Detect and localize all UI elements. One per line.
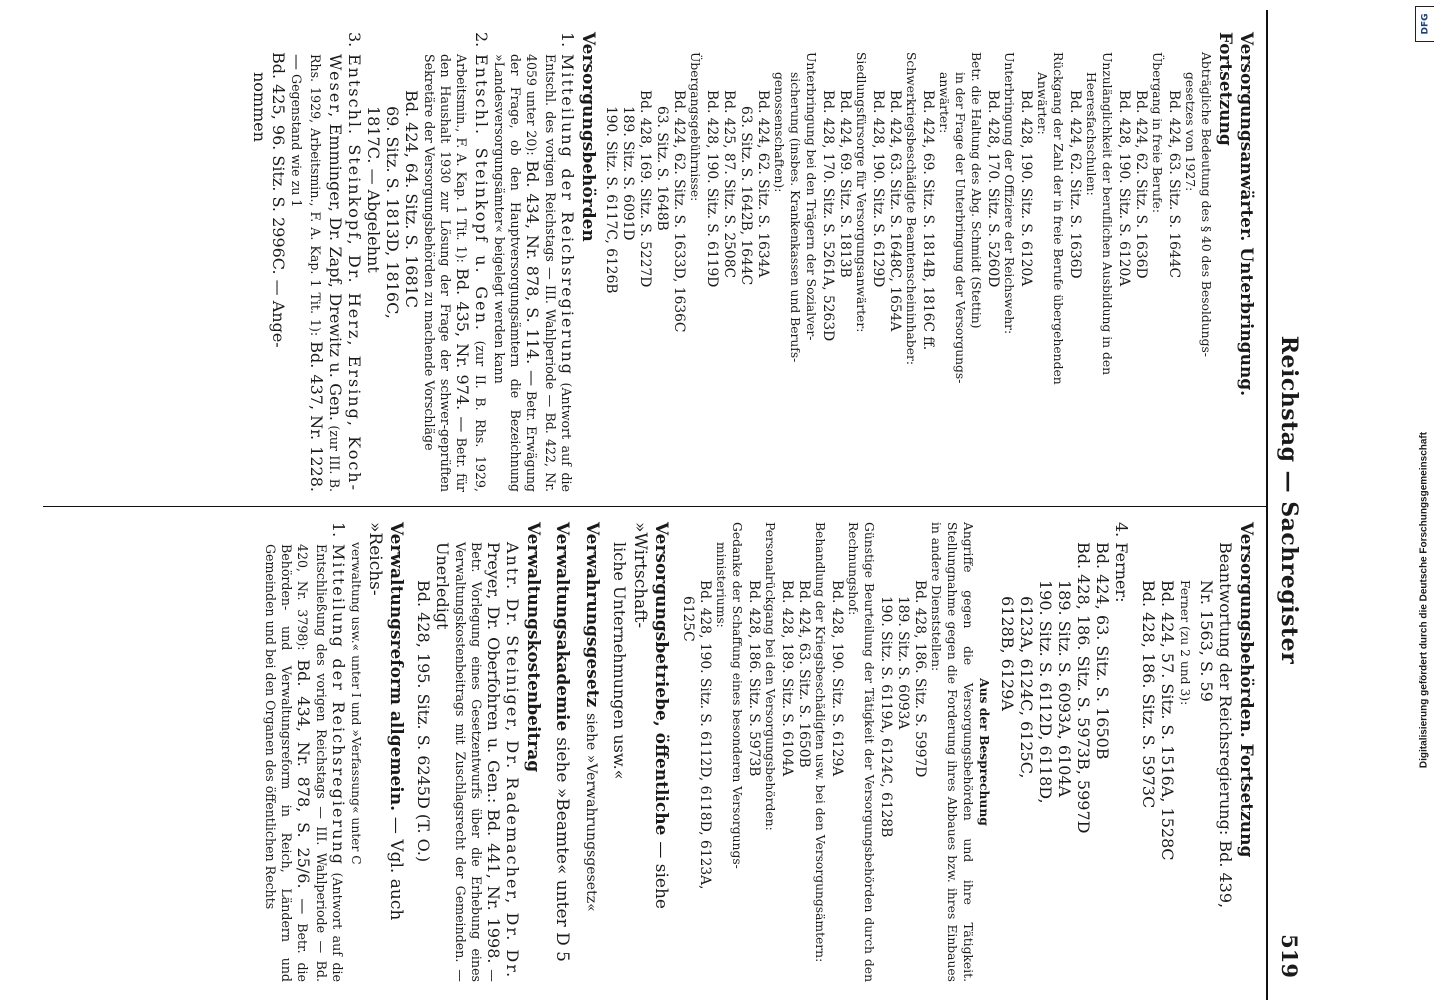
entry-heading: Verwaltungskostenbeitrag: [523, 522, 543, 773]
subentry-text: sicherung (insbes. Krankenkassen und Berufs-: [788, 72, 802, 363]
dfg-credit-text: Digitalisierung gefördert durch die Deutsche Forschungsgemeinschaft: [1418, 431, 1430, 769]
subentry-text: Unterbringung der Offiziere der Reichswehr:: [1002, 52, 1016, 335]
subentry-text: Angriffe gegen die Versorgungsbehörden und ihre Tätigkeit. Stellungnahme gegen die Forderung ihres Abbaues bzw. ihres Einbaues in andere Dienststellen:: [929, 522, 975, 982]
entry-title: Entschl. Steinkopf, Dr. Herz, Ersing, Koch-Weser,: [326, 54, 364, 492]
reference: Bd. 428, 186. Sitz. S. 5973B: [746, 580, 762, 777]
reference: Bd. 428, 195. Sitz. S. 6245D (T. O.): [414, 580, 433, 863]
reference: 6128B, 6129A: [998, 596, 1017, 711]
subentry-text: Abträgliche Bedeutung des § 40 des Besoldungs-: [1199, 52, 1213, 357]
entry-detail: Gegenstand wie zu 1: [289, 74, 304, 208]
subentry-text: Ferner (zu 2 und 3):: [1178, 580, 1192, 706]
reference: Bd. 425, 96. Sitz. S. 2996C. — Ange-: [269, 52, 288, 348]
page-number: 519: [1277, 934, 1302, 978]
entry-detail: (zur III. B. Rhs. 1929, Arbeitsmin., F. A. Kap. 1 Tit. 1):: [308, 54, 342, 492]
reference: Bd. 428, 186. Sitz. S. 5997D: [912, 580, 928, 778]
reference: 63. Sitz. S. 1648B: [654, 106, 670, 231]
reference: 190. Sitz. S. 6112D, 6118D,: [1036, 580, 1055, 804]
subentry-text: gesetzes von 1927:: [1183, 72, 1197, 192]
dfg-credit-strip: [1414, 0, 1434, 1000]
reference: Bd. 424, 63. Sitz. S. 1644C: [1166, 90, 1182, 279]
subentry-text: ministeriums:: [714, 542, 728, 628]
entry-reference: Bd. 434, Nr. 878, S. 114. —: [523, 160, 542, 387]
entry-heading: [629, 522, 671, 982]
entry-heading-title: Versorgungsbetriebe, öffentliche: [651, 522, 671, 836]
reference: Bd. 425, 87. Sitz. S. 2508C: [721, 90, 737, 279]
entry-reference: Bd. 434, Nr. 878, S. 25/6. —: [294, 659, 313, 915]
entry-detail: (Antwort auf die Entschließung des vorigen Reichstags — III. Wahlperiode — Bd. 420, Nr. 3798):: [295, 544, 345, 982]
subentry-text: Schwerkriegsbeschädigte Beamtenscheininhaber:: [904, 52, 918, 366]
reference: Bd. 428, 169. Sitz. S. 5227D: [637, 90, 653, 288]
entry-reference: Bd. 435, Nr. 974. —: [453, 268, 472, 433]
entry-heading-crossref: siehe »Beamte« unter D 5: [552, 737, 572, 962]
reference: 6123A, 6124C, 6125C,: [1017, 596, 1036, 779]
reference: nommen: [250, 72, 269, 143]
reference: Bd. 428, 190. Sitz. S. 6129D: [870, 90, 886, 288]
reference: 190. Sitz. S. 6117C, 6126B: [603, 106, 619, 294]
reference: 69. Sitz. S. 1813D, 1816C,: [383, 106, 402, 319]
subentry-text: Anwärter:: [1035, 72, 1049, 135]
reference: Nr. 1563, S. 59: [1197, 580, 1216, 702]
page-header: [1272, 0, 1302, 1000]
entry-number: 1.: [329, 522, 348, 538]
entry-detail: (zur II. B. Rhs. 1929, Arbeitsmin., F. A. Kap. 1 Tit. 1):: [454, 54, 488, 492]
subentry-text: in der Frage der Unterbringung der Versorgungs-: [953, 72, 967, 384]
entry-reference: Bd. 437,: [307, 341, 326, 411]
dfg-logo: [1415, 6, 1434, 42]
entry-detail: Betr. Erwägung der Frage, ob den Hauptversorgungsämtern die Bezeichnung »Landesversorgungsämter« beigelegt werden kann: [492, 54, 539, 492]
entry-heading-title: Verwaltungsreform allgemein.: [386, 522, 406, 811]
reference: Bd. 424, 63. Sitz. S. 1648C, 1654A: [887, 90, 903, 332]
entry-title: Preyer, Dr. Oberfohren u. Gen.:: [484, 542, 503, 804]
reference: Bd. 424, 63. Sitz. S. 1650B: [1093, 542, 1112, 760]
reference: Bd. 428, 170. Sitz. S. 5260D: [985, 90, 1001, 288]
subentry-text: Personalrückgang bei den Versorgungsbehörden:: [763, 522, 777, 831]
running-head: Reichstag — Sachregister: [1276, 335, 1302, 665]
entry-detail: Betr. für den Haushalt 1930 zur Lösung der Frage der schwer-geprüften Sekretäre der Versorgungsbehörden zu machende Vorschläge: [422, 54, 469, 492]
header-rule: [1266, 10, 1268, 1000]
entry-text: 4. Ferner:: [1112, 522, 1131, 603]
entry-heading: Versorgungsbehörden. Fortsetzung: [1236, 522, 1256, 858]
reference: 189. Sitz. S. 6093A, 6104A: [1055, 580, 1074, 798]
subentry-text: Behandlung der Kriegsbeschädigten usw. bei den Versorgungsämtern:: [813, 522, 827, 963]
entry-status: Unerledigt: [433, 542, 452, 630]
reference: Bd. 424, 64. Sitz. S. 1681C: [402, 90, 421, 309]
numbered-entry: [262, 522, 348, 982]
column-rule: [43, 506, 1268, 507]
reference: Bd. 424, 62. Sitz. S. 1636D: [1067, 90, 1083, 279]
entry-heading: [551, 522, 572, 982]
entry-heading-title: Verwaltungsakademie: [552, 522, 572, 732]
entry-title: Emminger, Dr. Zapf, Drewitz u. Gen.: [326, 123, 345, 421]
entry-title: Mitteilung der Reichsregierung: [329, 544, 348, 867]
reference: Bd. 424, 62. Sitz. S. 1634A: [755, 90, 771, 278]
book-page: [20, 0, 1320, 1000]
reference: Bd. 428, 186. Sitz. S. 5973B, 5997D: [1074, 542, 1093, 834]
reference: 6125C: [680, 596, 696, 642]
subentry-text: genossenschaften):: [772, 72, 786, 193]
reference: 190. Sitz. S. 6119A, 6124C, 6128B: [878, 596, 894, 838]
entry-heading: [580, 522, 602, 982]
subentry-text: Gedanke der Schaffung eines besonderen Versorgungs-: [730, 522, 744, 869]
subentry-text: Unterbringung bei den Trägern der Sozialver-: [804, 52, 818, 341]
entry-detail: — Betr. Vorlegung eines Gesetzentwurfs über die Erhebung eines Verwaltungskostenbeitrags mit Zuschlagsrecht der Gemeinden. —: [453, 542, 500, 982]
entry-text: Beantwortung der Reichsregierung: Bd. 439,: [1216, 542, 1235, 909]
entry-reference: Bd. 441, Nr. 1998.: [484, 809, 503, 964]
entry-heading: Versorgungsbehörden: [578, 32, 598, 242]
reference: Bd. 428, 170. Sitz. S. 5261A, 5263D: [820, 90, 836, 342]
subentry-text: Günstige Beurteilung der Tätigkeit der Versorgungsbehörden durch den Rechnungshof:: [846, 522, 876, 982]
entry-detail: Betr. die Behörden- und Verwaltungsreform in Reich, Ländern und Gemeinden und bei den Organen des öffentlichen Rechts: [263, 544, 310, 982]
subentry-text: Rückgang der Zahl der in freie Berufe übergehenden: [1051, 52, 1065, 385]
subentry-text: anwärter:: [937, 72, 951, 134]
reference: Bd. 428, 190. Sitz. S. 6112D, 6118D, 6123A,: [697, 580, 713, 890]
reference: Bd. 424, 57. Sitz. S. 1516A, 1528C: [1158, 580, 1177, 861]
entry-heading-crossref: siehe »Verwahrungsgesetz«: [583, 713, 599, 912]
entry-title: Entschl. Steinkopf u. Gen.: [472, 54, 491, 332]
entry-number: 3.: [345, 32, 364, 48]
reference: 63. Sitz. S. 1642B, 1644C: [738, 106, 754, 286]
entry-title: Antr. Dr. Steiniger, Dr. Rademacher, Dr. Dr.: [503, 542, 522, 980]
reference: Bd. 424, 69. Sitz. S. 1813B: [837, 90, 853, 278]
subentry-text: Übergangsgebührnisse:: [688, 52, 702, 202]
reference: 189. Sitz. S. 6093A: [895, 596, 911, 730]
reference: Bd. 428, 189. Sitz. S. 6104A: [779, 580, 795, 777]
reference: Bd. 428, 190. Sitz. S. 6120A: [1018, 90, 1034, 287]
subentry-text: Heeresfachschulen:: [1084, 72, 1098, 196]
subentry-text: Übergang in freie Berufe:: [1150, 52, 1164, 213]
entry-heading: Versorgungsanwärter. Unterbringung. Fortsetzung: [1215, 32, 1256, 397]
reference: Bd. 424, 69. Sitz. S. 1814B, 1816C ff.: [920, 90, 936, 351]
reference: 1817C. — Abgelehnt: [364, 106, 383, 273]
entry-heading: [364, 522, 406, 982]
reference: Bd. 428, 190. Sitz. S. 6129A: [829, 580, 845, 777]
reference: Bd. 428, 190. Sitz. S. 6120A: [1116, 90, 1132, 287]
entry-reference: Nr. 1228. —: [288, 54, 326, 492]
dfg-logo-text: DFG: [1420, 13, 1431, 35]
entry-heading-title: Verwahrungsgesetz: [582, 522, 602, 708]
entry-heading-crossref: — siehe »Wirtschaft-: [630, 522, 671, 909]
section-subheading: Aus der Besprechung: [977, 678, 992, 826]
entry-crossref: liche Unternehmungen usw.«: [610, 542, 629, 780]
numbered-entry: [288, 32, 364, 492]
subentry-text: Betr. die Haltung des Abg. Schmidt (Stettin): [969, 52, 983, 329]
numbered-entry: [421, 32, 491, 492]
numbered-entry: [491, 32, 577, 492]
reference: Bd. 424, 62. Sitz. S. 1633D, 1636C: [671, 90, 687, 333]
entry-detail: (Antwort auf die Entschl. des vorigen Reichstags — III. Wahlperiode — Bd. 422, Nr. 4059 unter 20):: [524, 54, 574, 492]
entry-number: 2.: [472, 32, 491, 48]
reference: Bd. 424, 62. Sitz. S. 1636D: [1133, 90, 1149, 279]
subentry-text: Siedlungsfürsorge für Versorgungsanwärter:: [854, 52, 868, 333]
reference: Bd. 424, 63. Sitz. S. 1650B: [796, 580, 812, 768]
reference: 189. Sitz. S. 6091D: [620, 106, 636, 241]
entry-crossref: verwaltung usw.« unter I und »Verfassung« unter C: [349, 542, 363, 865]
entry-title: Mitteilung der Reichsregierung: [558, 54, 577, 377]
entry-text: [433, 522, 503, 982]
reference: Bd. 428, 190. Sitz. S. 6119D: [704, 90, 720, 288]
entry-heading-crossref: — Vgl. auch »Reichs-: [365, 522, 406, 921]
right-column: [262, 522, 1260, 982]
left-column: [250, 32, 1260, 492]
reference: Bd. 428, 186. Sitz. S. 5973C: [1139, 580, 1158, 809]
entry-number: 1.: [558, 32, 577, 48]
subentry-text: Unzulänglichkeit der beruflichen Ausbildung in den: [1100, 52, 1114, 376]
